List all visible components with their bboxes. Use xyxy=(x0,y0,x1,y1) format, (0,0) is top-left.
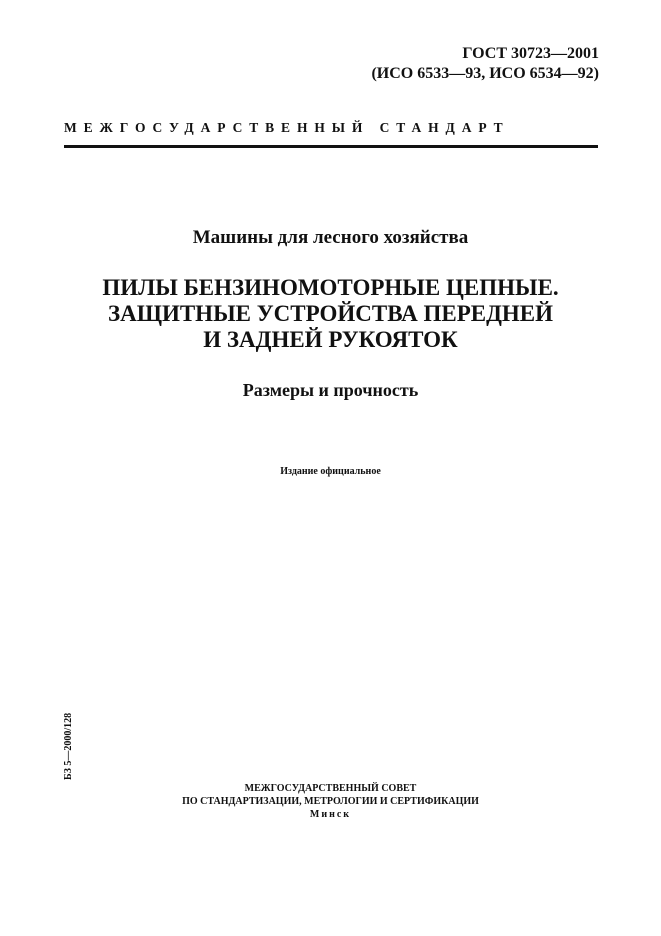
group-title: Машины для лесного хозяйства xyxy=(192,227,469,248)
main-title-line-1: ПИЛЫ БЕНЗИНОМОТОРНЫЕ ЦЕПНЫЕ. xyxy=(102,275,559,300)
standard-number-block xyxy=(371,44,599,84)
iso-reference: (ИСО 6533—93, ИСО 6534—92) xyxy=(371,65,599,82)
standard-number: ГОСТ 30723—2001 xyxy=(462,45,599,62)
subtitle: Размеры и прочность xyxy=(242,380,419,400)
edition-label: Издание официальное xyxy=(280,466,381,477)
side-catalog-code: БЗ 5—2000/128 xyxy=(63,712,74,780)
publisher-line-1: МЕЖГОСУДАРСТВЕННЫЙ СОВЕТ xyxy=(244,783,417,794)
main-title-line-3: И ЗАДНЕЙ РУКОЯТОК xyxy=(203,327,458,352)
publisher-line-2: ПО СТАНДАРТИЗАЦИИ, МЕТРОЛОГИИ И СЕРТИФИКАЦИИ xyxy=(182,796,479,807)
main-title-line-2: ЗАЩИТНЫЕ УСТРОЙСТВА ПЕРЕДНЕЙ xyxy=(107,301,554,326)
publisher-block xyxy=(0,782,661,821)
header-divider xyxy=(64,145,598,148)
standard-type-heading: МЕЖГОСУДАРСТВЕННЫЙ СТАНДАРТ xyxy=(64,120,510,135)
publisher-city: Минск xyxy=(309,809,352,820)
main-title xyxy=(0,275,661,353)
